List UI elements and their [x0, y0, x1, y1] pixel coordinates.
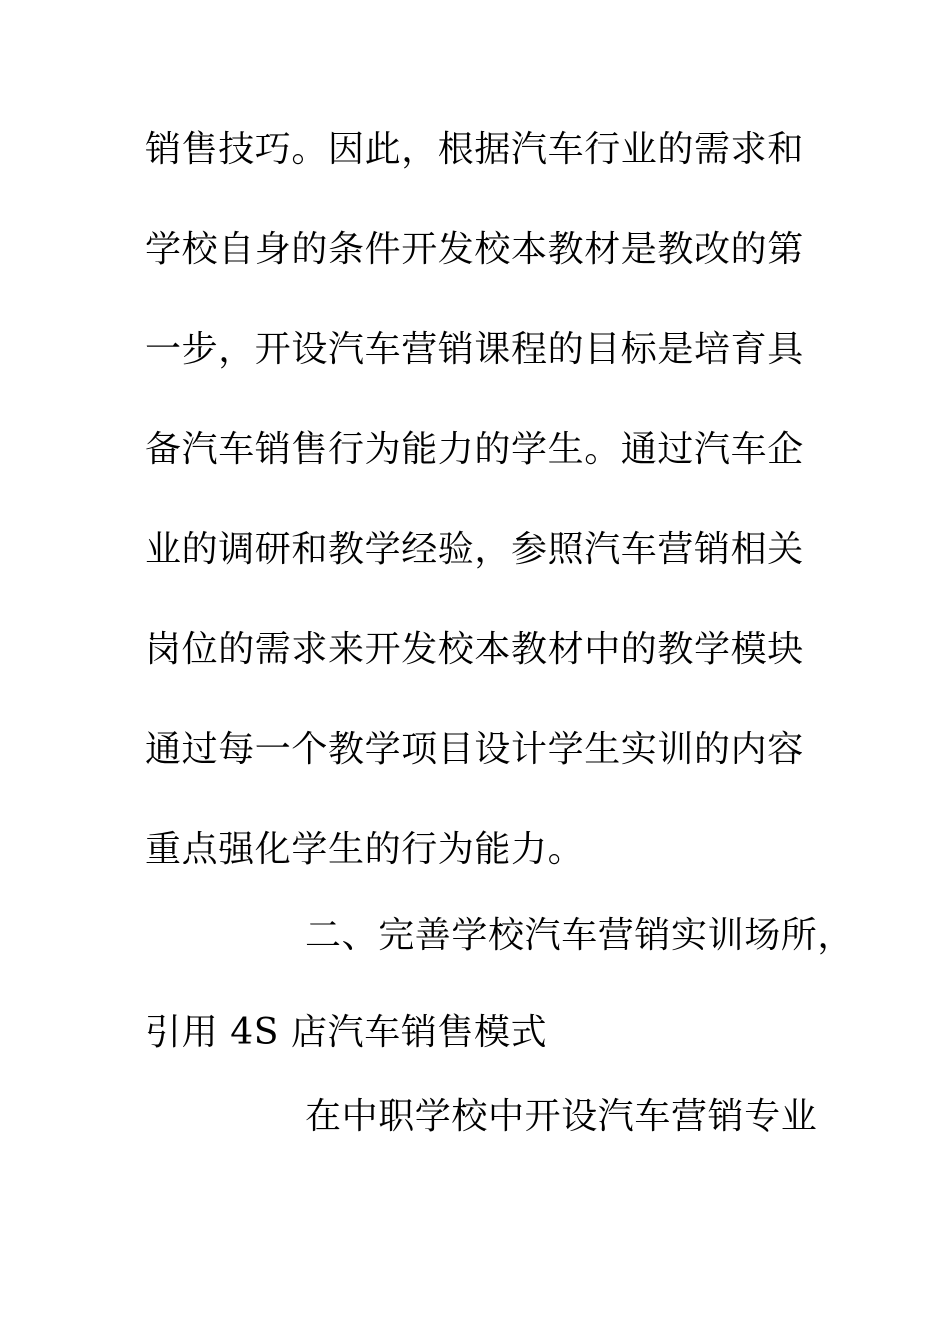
body-text-line-5: 业的调研和教学经验，参照汽车营销相关 — [145, 529, 804, 570]
paragraph-start-line: 在中职学校中开设汽车营销专业 — [305, 1096, 818, 1137]
body-text-line-7: 通过每一个教学项目设计学生实训的内容 — [145, 729, 804, 770]
body-text-line-4: 备汽车销售行为能力的学生。通过汽车企 — [145, 429, 804, 470]
body-text-line-3: 一步，开设汽车营销课程的目标是培育具 — [145, 329, 804, 370]
body-text-line-8: 重点强化学生的行为能力。 — [145, 829, 585, 870]
body-text-line-1: 销售技巧。因此，根据汽车行业的需求和 — [145, 129, 804, 170]
section-heading-line-2: 引用 4S 店汽车销售模式 — [145, 1012, 548, 1053]
section-heading-line-1: 二、完善学校汽车营销实训场所， — [305, 915, 855, 956]
body-text-line-6: 岗位的需求来开发校本教材中的教学模块 — [145, 629, 804, 670]
body-text-line-2: 学校自身的条件开发校本教材是教改的第 — [145, 229, 804, 270]
